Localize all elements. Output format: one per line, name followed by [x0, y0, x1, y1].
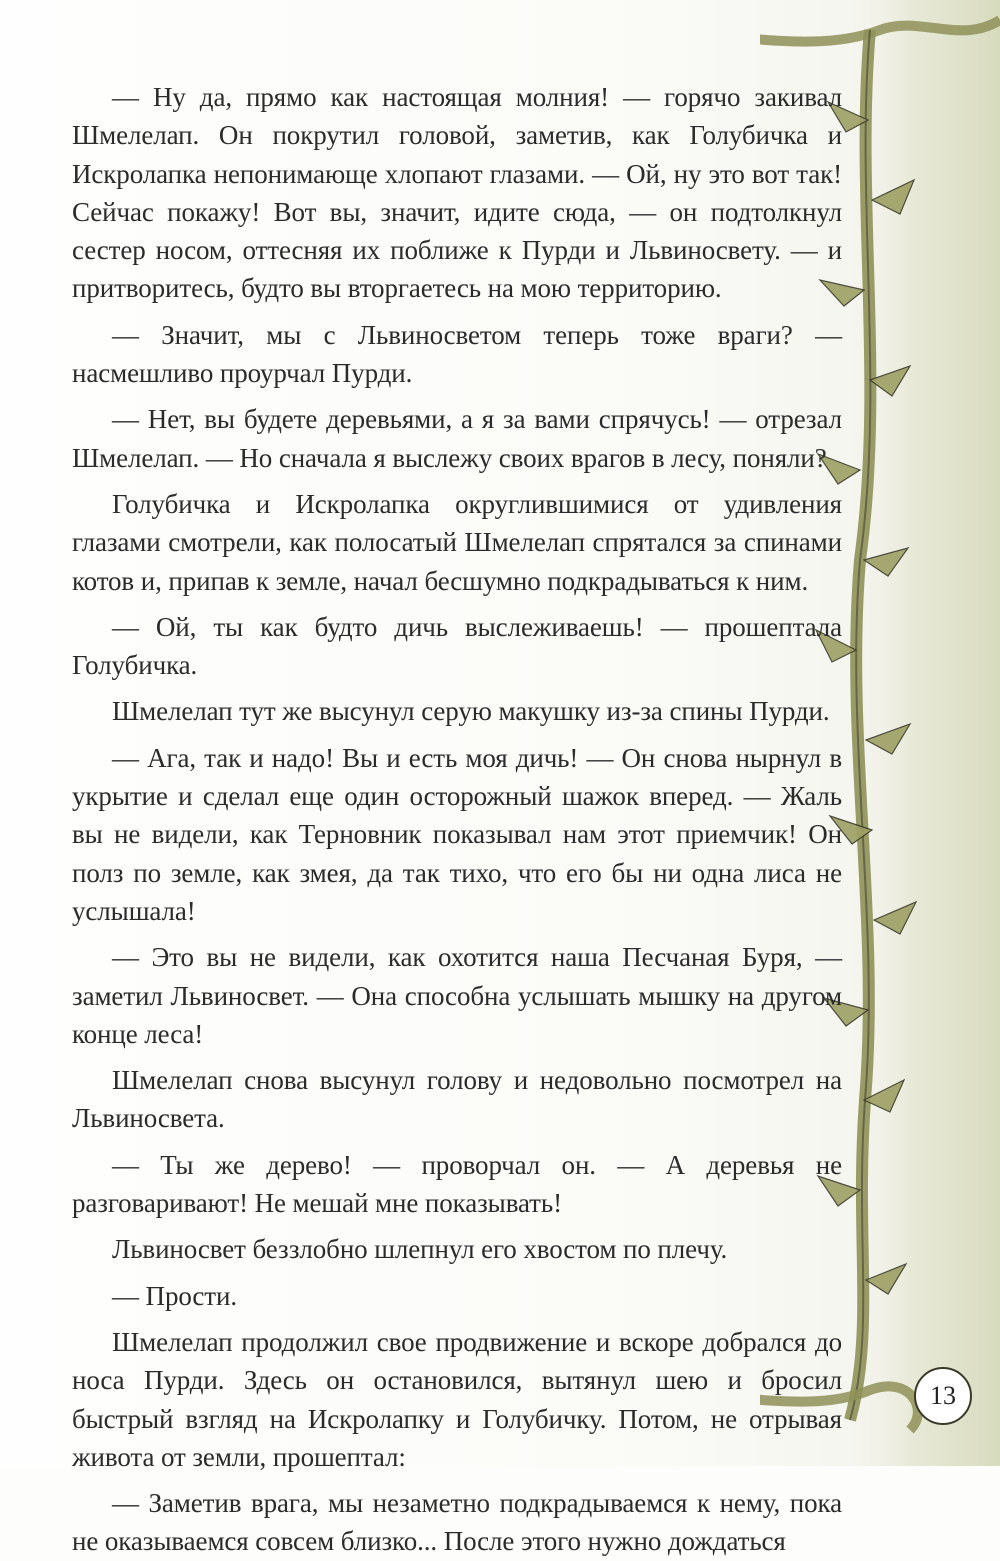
paragraph: — Значит, мы с Львиносветом теперь тоже враги? — насмешливо проурчал Пурди.	[72, 319, 842, 389]
paragraph: Львиносвет беззлобно шлепнул его хвостом по плечу.	[112, 1234, 728, 1265]
paragraph: — Ага, так и надо! Вы и есть моя дичь! — Он снова нырнул в укрытие и сделал еще один осторожный шажок вперед. — Жаль вы не видели, как Терновник показывал нам этот приемчик! Он полз по земле, как змея, да так тихо, что его бы ни одна лиса не услышала!	[72, 742, 842, 926]
paragraph: Шмелелап тут же высунул серую макушку из-за спины Пурди.	[112, 696, 830, 727]
paragraph: Шмелелап снова высунул голову и недовольно посмотрел на Львиносвета.	[72, 1065, 842, 1134]
main-text	[72, 78, 842, 1561]
paragraph: — Это вы не видели, как охотится наша Песчаная Буря, — заметил Львиносвет. — Она способна услышать мышку на другом конце леса!	[72, 942, 842, 1049]
page-number: 13	[914, 1367, 972, 1425]
paragraph: — Заметив врага, мы незаметно подкрадываемся к нему, пока не оказываемся совсем близко... После этого нужно дождаться	[72, 1488, 842, 1557]
paragraph: — Ой, ты как будто дичь выслеживаешь! — прошептала Голубичка.	[72, 611, 842, 681]
paragraph: — Ну да, прямо как настоящая молния! — горячо закивал Шмелелап. Он покрутил головой, заметив, как Голубичка и Искролапка непонимающе хлопают глазами. — Ой, ну это вот так! Сейчас покажу! Вот вы, значит, идите сюда, — он подтолкнул сестер носом, оттесняя их поближе к Пурди и Львиносвету. — и притворитесь, будто вы вторгаетесь на мою территорию.	[72, 82, 842, 304]
paragraph: Голубичка и Искролапка округлившимися от удивления глазами смотрели, как полосатый Шмелелап спрятался за спинами котов и, припав к земле, начал бесшумно подкрадываться к ним.	[72, 488, 842, 596]
paragraph: Шмелелап продолжил свое продвижение и вскоре добрался до носа Пурди. Здесь он остановился, вытянул шею и бросил быстрый взгляд на Искролапку и Голубичку. Потом, не отрывая живота от земли, прошептал:	[72, 1326, 842, 1472]
paragraph: — Прости.	[112, 1280, 238, 1311]
paragraph: — Ты же дерево! — проворчал он. — А деревья не разговаривают! Не мешай мне показывать!	[72, 1149, 842, 1219]
paragraph: — Нет, вы будете деревьями, а я за вами спрячусь! — отрезал Шмелелап. — Но сначала я выслежу своих врагов в лесу, поняли?	[72, 404, 842, 473]
